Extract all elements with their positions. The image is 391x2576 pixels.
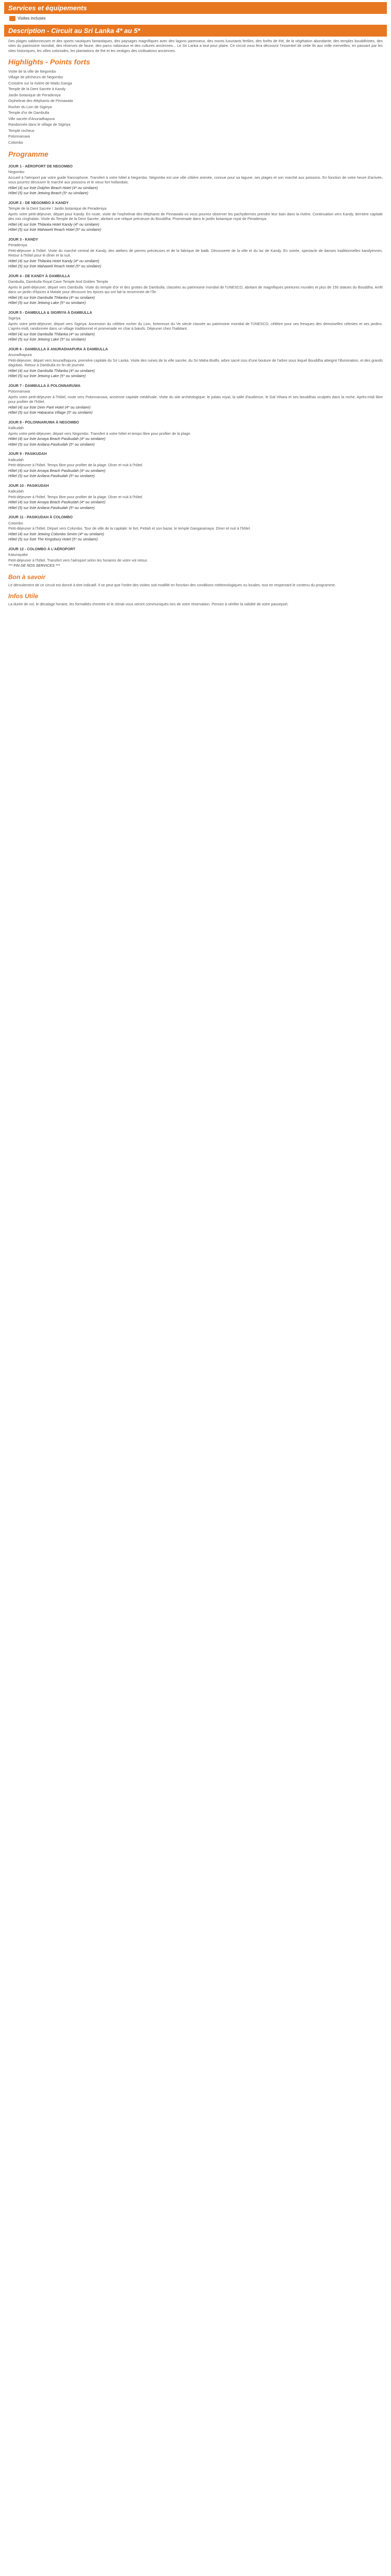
programme-day [8,483,383,511]
day-title: JOUR 12 - COLOMBO À L'AÉROPORT [8,546,75,551]
day-location: Temple de la Dent Sacrée / Jardin botanique de Peradeniya [8,206,107,211]
programme-title: Programme [8,150,48,159]
page [4,0,387,615]
day-title: JOUR 2 - DE NEGOMBO À KANDY [8,200,69,205]
highlights-list [8,69,383,146]
day-hotel: *** FIN DE NOS SERVICES *** [8,563,60,568]
day-location: Katunayake [8,552,28,557]
day-location: Polonnaruwa [8,389,30,394]
day-hotel: Hôtel (4) sur liste Thilanka Hotel Kandy (4* ou similaire) [8,258,100,263]
highlight-item: Croisière sur la rivière de Madu Ganga [8,80,72,86]
day-location: Peradeniya [8,243,27,248]
day-description: Après votre petit-déjeuner, départ vers Sigiriya. Ascension du célèbre rocher du Lion, forteresse du Ve siècle classée au patrimoine mondial de l'UNESCO, célèbre pour ses fresques des demoiselles célestes et ses jardins. L'après-midi, randonnée dans un village traditionnel et promenade en char à bœufs. Déjeuner chez l'habitant. [8,321,383,331]
highlight-item: Temple rocheux [8,128,35,133]
day-hotel: Hôtel (4) sur liste Thilanka Hotel Kandy (4* ou similaire) [8,222,100,227]
day-hotel: Hôtel (4) sur liste Dambulla Thilanka (4* ou similaire) [8,331,95,336]
day-title: JOUR 7 - DAMBULLA À POLONNARUWA [8,383,80,388]
day-hotel: Hôtel (5) sur liste Jetwing Beach (5* ou similaire) [8,191,88,196]
day-title: JOUR 3 - KANDY [8,236,38,242]
highlight-item: Colombo [8,140,23,145]
programme-day [8,547,383,568]
programme-day [8,274,383,306]
day-hotel: Hôtel (5) sur liste The Kingsbury Hotel (5* ou similaire) [8,537,98,542]
programme-day [8,237,383,269]
highlight-item: Rocher du Lion de Sigiriya [8,104,52,109]
highlight-item: Ville sacrée d'Anuradhapura [8,116,55,121]
day-location: Kalkudah [8,489,24,494]
day-description: Petit-déjeuner à l'hôtel. Temps libre pour profiter de la plage. Dîner et nuit à l'hôtel. [8,463,143,468]
infos-title: Infos Utile [8,592,39,600]
day-hotel: Hôtel (5) sur liste Jetwing Lake (5* ou similaire) [8,337,86,342]
programme-day [8,310,383,342]
day-description: Après votre petit-déjeuner, départ vers Negombo. Transfert à votre hôtel et temps libre pour profiter de la plage. [8,431,191,436]
day-description: Après votre petit-déjeuner, départ pour Kandy. En route, visite de l'orphelinat des éléphants de Pinnawala où vous pourrez observer les pachydermes prendre leur bain dans la rivière. Continuation vers Kandy, dernière capitale des rois cinghalais. Visite du Temple de la Dent Sacrée, abritant une relique précieuse du Bouddha. Promenade dans le jardin botanique royal de Peradeniya. [8,211,383,222]
programme-day [8,420,383,447]
day-title: JOUR 6 - DAMBULLA À ANURADHAPURA À DAMBULLA [8,346,108,351]
day-hotel: Hôtel (5) sur liste Mahaweli Reach Hotel (5* ou similaire) [8,227,102,232]
day-location: Colombo [8,520,23,526]
day-hotel: Hôtel (5) sur liste Habarana Village (5* ou similaire) [8,410,93,415]
day-location: Kalkudah [8,457,24,462]
day-title: JOUR 9 - PASIKUDAH [8,451,47,456]
day-title: JOUR 1 - AÉROPORT DE NEGOMBO [8,163,73,168]
day-description: Petit-déjeuner à l'hôtel. Temps libre pour profiter de la plage. Dîner et nuit à l'hôtel. [8,494,143,499]
day-location: Negombo [8,170,25,175]
day-title: JOUR 10 - PASIKUDAH [8,483,49,488]
programme-day [8,451,383,479]
programme-days [4,164,387,568]
programme-day [8,383,383,415]
day-description: Petit-déjeuner à l'hôtel. Départ vers Colombo. Tour de ville de la capitale: le fort, Pettah et son bazar, le temple Gangaramaya. Dîner et nuit à l'hôtel. [8,526,251,531]
visits-included-label: Visites incluses [18,16,46,21]
day-location: Anuradhapura [8,352,32,358]
highlight-item: Randonnée dans le village de Sigiriya [8,122,71,127]
day-hotel: Hôtel (4) sur liste Dolphin Beach Hotel (4* ou similaire) [8,185,98,190]
highlight-item: Village de pêcheurs de Negombo [8,75,63,80]
day-description: Petit-déjeuner à l'hôtel. Transfert vers l'aéroport selon les horaires de votre vol retour. [8,557,148,563]
day-description: Après votre petit-déjeuner à l'hôtel, route vers Polonnaruwa, ancienne capitale médiévale. Visite du site archéologique: le palais royal, la salle d'audience, le Gal Vihara et ses bouddhas sculptés dans la roche. Après-midi libre pour profiter de l'hôtel. [8,394,383,404]
services-bar: Services et équipements [4,2,387,14]
highlight-item: Visite de la ville de Negombo [8,69,56,74]
programme-day [8,347,383,379]
day-location: Dambulla, Dambulla Royal Cave Temple And Golden Temple [8,279,108,284]
day-hotel: Hôtel (5) sur liste Jetwing Lake (5* ou similaire) [8,300,86,306]
day-title: JOUR 8 - POLONNARUWA À NEGOMBO [8,419,79,425]
day-hotel: Hôtel (5) sur liste Jetwing Lake (5* ou similaire) [8,374,86,379]
day-title: JOUR 5 - DAMBULLA & SIGIRIYA À DAMBULLA [8,310,92,315]
day-title: JOUR 4 - DE KANDY À DAMBULLA [8,273,70,278]
day-hotel: Hôtel (4) sur liste Jetwing Colombo Seven (4* ou similaire) [8,531,104,536]
intro-text: Des plages sablonneuses et des sports nautiques fantastiques, des paysages magnifiques avec des lagons paresseux, des monts luxuriants fertiles, des forêts de thé, de la végétation abondante; des temples bouddhistes, des sites du patrimoine mondial, des réserves de faune, des parcs nationaux et des cultures anciennes... Le Sri Lanka a tout pour plaire. Ce circuit vous fera découvrir l'essentiel de cette île aux mille merveilles, en passant par les sites historiques, les villes coloniales, les plantations de thé et les vestiges des civilisations anciennes. [8,38,383,53]
day-hotel: Hôtel (5) sur liste Anilana Pasikudah (5* ou similaire) [8,505,95,510]
day-description: Après le petit-déjeuner, départ vers Dambulla. Visite du temple d'or et des grottes de Dambulla, classées au patrimoine mondial de l'UNESCO, abritant de magnifiques peintures murales et plus de 150 statues du Bouddha. Arrêt dans un jardin d'épices à Matale pour découvrir les épices qui ont fait la renommée de l'île. [8,284,383,295]
highlights-title: Highlights - Points forts [8,58,90,66]
highlight-item: Orphelinat des éléphants de Pinnawala [8,98,73,104]
camera-icon [9,16,15,21]
programme-day [8,164,383,196]
bon-a-savoir-title: Bon à savoir [8,573,46,581]
day-hotel: Hôtel (4) sur liste Dambulla Thilanka (4* ou similaire) [8,295,95,300]
bon-a-savoir-text: Le déroulement de ce circuit est donné à titre indicatif. Il se peut que l'ordre des visites soit modifié en fonction des conditions météorologiques ou locales, tout en respectant le contenu du programme. [8,582,336,587]
day-hotel: Hôtel (4) sur liste Dambulla Thilanka (4* ou similaire) [8,368,95,373]
highlight-item: Temple d'or de Dambulla [8,110,50,115]
day-hotel: Hôtel (5) sur liste Anilana Pasikudah (5* ou similaire) [8,473,95,479]
day-location: Sigiriya [8,316,21,321]
day-location: Kalkudah [8,426,24,431]
day-hotel: Hôtel (5) sur liste Anilana Pasikudah (5* ou similaire) [8,442,95,447]
highlight-item: Temple de la Dent Sacrée à Kandy [8,87,66,92]
programme-day [8,515,383,542]
highlight-item: Polonnaruwa [8,134,30,139]
day-hotel: Hôtel (4) sur liste Amaya Beach Pasikudah (4* ou similaire) [8,500,106,505]
day-hotel: Hôtel (4) sur liste Deer Park Hotel (4* ou similaire) [8,404,91,410]
day-description: Accueil à l'aéroport par votre guide francophone. Transfert à votre hôtel à Negombo. Négombo est une ville côtière animée, connue pour sa lagune, ses plages et son marché aux poissons. En fonction de votre heure d'arrivée, vous pourrez découvrir le marché aux poissons et le vieux fort hollandais. [8,175,383,185]
infos-text: La durée de vol, le décalage horaire, les formalités d'entrée et le climat vous seront communiqués lors de votre réservation. Pensez à vérifier la validité de votre passeport. [8,601,289,606]
day-description: Petit-déjeuner, départ vers Anuradhapura, première capitale du Sri Lanka. Visite des ruines de la ville sacrée, du Sri Maha Bodhi, arbre sacré issu d'une bouture de l'arbre sous lequel Bouddha atteignit l'illumination, et des grands dagobas. Retour à Dambulla en fin de journée. [8,358,383,368]
day-hotel: Hôtel (4) sur liste Amaya Beach Pasikudah (4* ou similaire) [8,468,106,473]
day-title: JOUR 11 - PASIKUDAH À COLOMBO [8,515,73,520]
highlight-item: Jardin botanique de Peradeniya [8,92,61,97]
day-hotel: Hôtel (4) sur liste Amaya Beach Pasikudah (4* ou similaire) [8,436,106,442]
programme-day [8,200,383,232]
day-description: Petit-déjeuner à l'hôtel. Visite du marché central de Kandy, des ateliers de pierres précieuses et de la fabrique de batik. Découverte de la ville et du lac de Kandy. En soirée, spectacle de danses traditionnelles kandyennes. Retour à l'hôtel pour le dîner et la nuit. [8,248,383,258]
day-hotel: Hôtel (5) sur liste Mahaweli Reach Hotel (5* ou similaire) [8,264,102,269]
description-bar: Description - Circuit au Sri Lanka 4* au 5* [4,25,387,37]
visits-included-link[interactable] [9,16,387,22]
